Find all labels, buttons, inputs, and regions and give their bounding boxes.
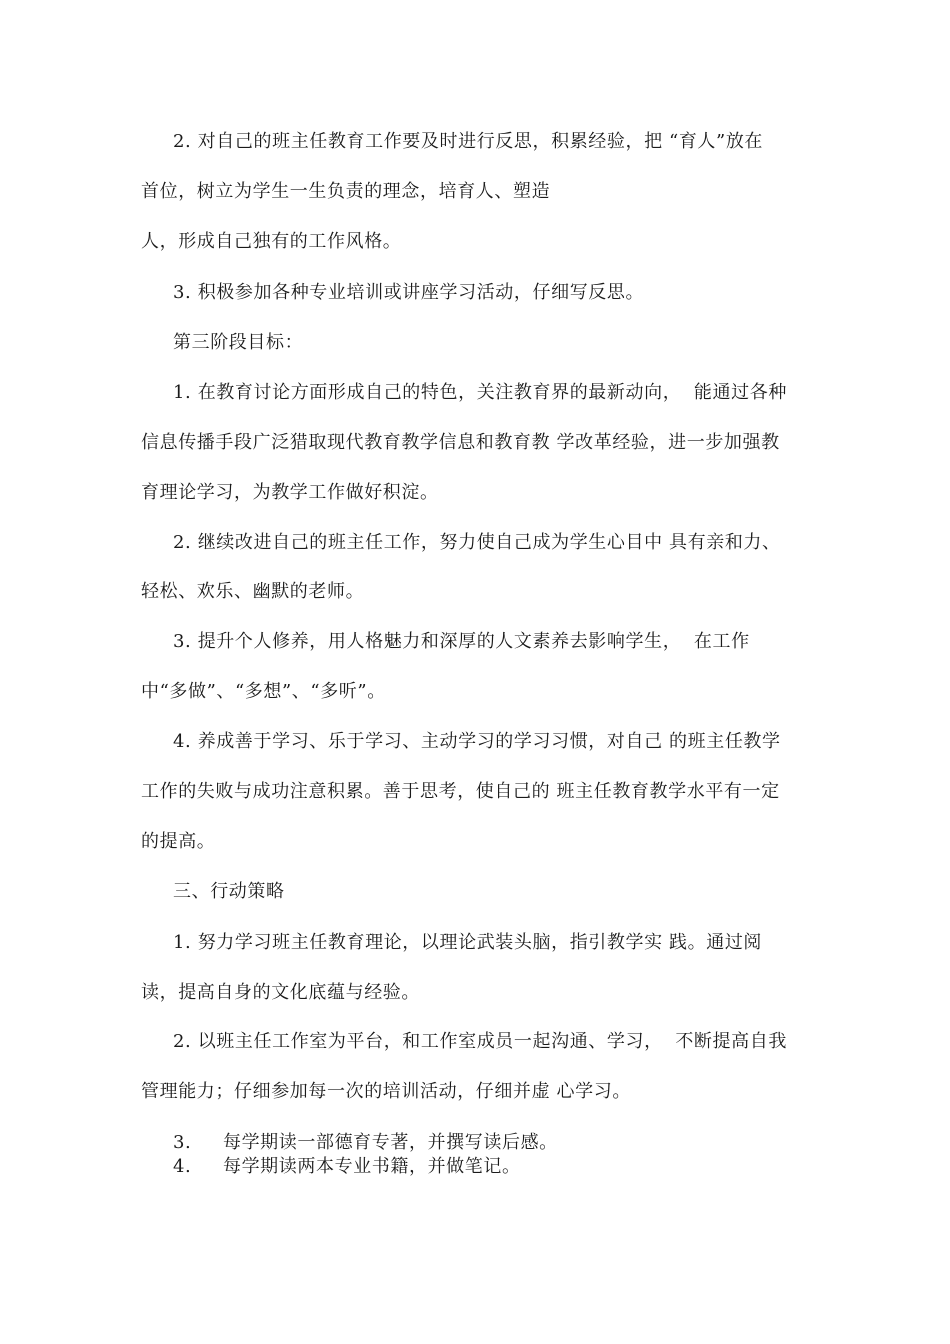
list-item: 4. 每学期读两本专业书籍，并做笔记。 (173, 1156, 521, 1177)
paragraph-line: 2. 对自己的班主任教育工作要及时进行反思，积累经验，把 “育人”放在 (173, 131, 764, 152)
paragraph-line: 首位，树立为学生一生负责的理念，培育人、塑造 (141, 181, 551, 202)
paragraph-line: 读，提高自身的文化底蕴与经验。 (141, 982, 420, 1003)
paragraph-line: 1. 努力学习班主任教育理论，以理论武装头脑，指引教学实 践。通过阅 (173, 932, 763, 953)
section-heading: 第三阶段目标： (173, 332, 304, 353)
paragraph-line: 2. 以班主任工作室为平台，和工作室成员一起沟通、学习， 不断提高自我 (173, 1031, 787, 1052)
paragraph-line: 人，形成自己独有的工作风格。 (141, 231, 402, 252)
paragraph-line: 管理能力；仔细参加每一次的培训活动，仔细并虚 心学习。 (141, 1081, 631, 1102)
section-heading: 三、行动策略 (173, 881, 285, 902)
paragraph-line: 轻松、欢乐、幽默的老师。 (141, 581, 365, 602)
paragraph-line: 中“多做”、“多想”、“多听”。 (141, 681, 386, 702)
paragraph-line: 的提高。 (141, 831, 216, 852)
list-item: 3. 每学期读一部德育专著，并撰写读后感。 (173, 1132, 558, 1153)
paragraph-line: 工作的失败与成功注意积累。善于思考，使自己的 班主任教育教学水平有一定 (141, 781, 780, 802)
paragraph-line: 3. 提升个人修养，用人格魅力和深厚的人文素养去影响学生， 在工作 (173, 631, 750, 652)
paragraph-line: 育理论学习，为教学工作做好积淀。 (141, 482, 439, 503)
paragraph-line: 3. 积极参加各种专业培训或讲座学习活动，仔细写反思。 (173, 282, 645, 303)
paragraph-line: 1. 在教育讨论方面形成自己的特色，关注教育界的最新动向， 能通过各种 (173, 382, 787, 403)
paragraph-line: 4. 养成善于学习、乐于学习、主动学习的学习习惯，对自己 的班主任教学 (173, 731, 781, 752)
paragraph-line: 信息传播手段广泛猎取现代教育教学信息和教育教 学改革经验，进一步加强教 (141, 432, 780, 453)
paragraph-line: 2. 继续改进自己的班主任工作，努力使自己成为学生心目中 具有亲和力、 (173, 532, 781, 553)
